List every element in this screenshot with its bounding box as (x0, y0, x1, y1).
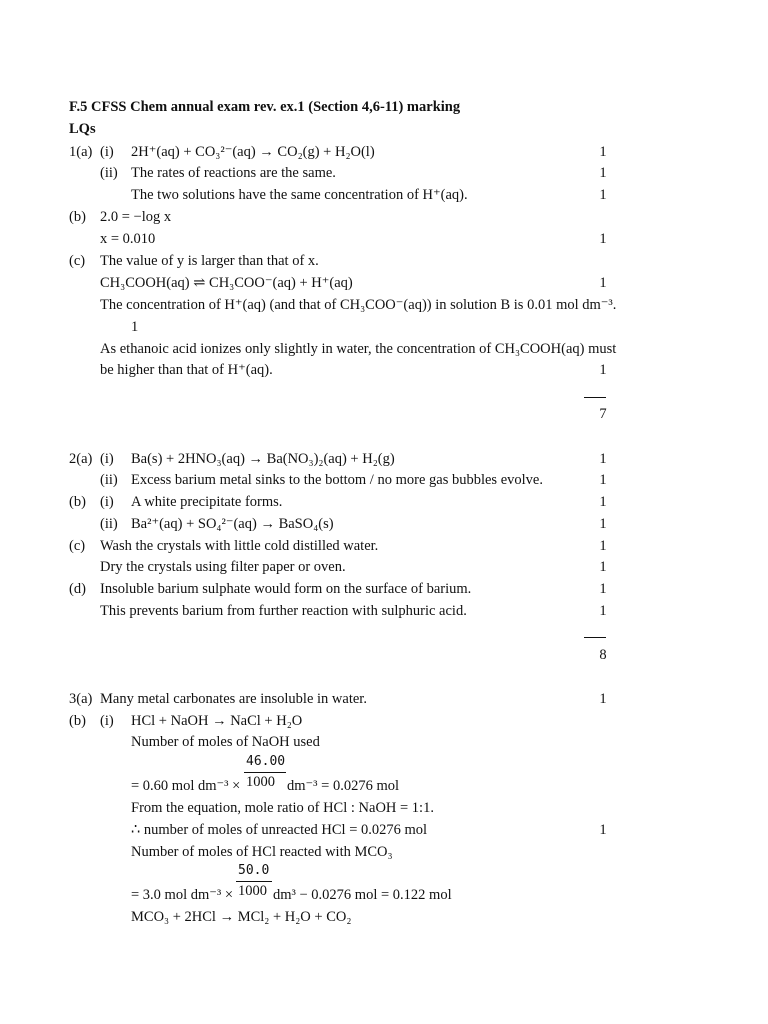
q2a-label: 2(a) (69, 451, 93, 467)
q1c-line1: The value of y is larger than that of x. (100, 253, 319, 269)
q2c-label: (c) (69, 538, 86, 554)
mark: 1 (599, 362, 607, 378)
q1c-label: (c) (69, 253, 86, 269)
q1a-ii-line1: The rates of reactions are the same. (131, 165, 336, 181)
q2b-ii-label: (ii) (100, 516, 118, 532)
q3b-equation: HCl + NaOH → NaCl + H₂O (131, 713, 303, 729)
mark: 1 (599, 144, 607, 160)
mark: 1 (131, 319, 139, 335)
calc2-prefix: = 3.0 mol dm⁻³ × (131, 887, 234, 903)
q3b-line2: Number of moles of NaOH used (131, 734, 320, 750)
q2b-ii-equation: Ba²⁺(aq) + SO₄²⁻(aq) → BaSO₄(s) (131, 516, 334, 532)
q2c-line2: Dry the crystals using filter paper or oven. (100, 559, 346, 575)
q1a-ii-label: (ii) (100, 165, 118, 181)
q1a-label: 1(a) (69, 144, 93, 160)
mark: 1 (599, 603, 607, 619)
q1c-line5: be higher than that of H⁺(aq). (100, 362, 273, 378)
q1b-label: (b) (69, 209, 86, 225)
calc1-suffix: dm⁻³ = 0.0276 mol (287, 778, 400, 794)
mark: 1 (599, 451, 607, 467)
mark: 1 (599, 275, 607, 291)
q2d-label: (d) (69, 581, 86, 597)
q2d-line2: This prevents barium from further reaction with sulphuric acid. (100, 603, 467, 619)
q1-total: 7 (599, 406, 607, 422)
q2a-i-equation: Ba(s) + 2HNO₃(aq) → Ba(NO₃)₂(aq) + H₂(g) (131, 451, 395, 467)
q3b-i-label: (i) (100, 713, 114, 729)
calc2-suffix: dm³ − 0.0276 mol = 0.122 mol (273, 887, 452, 903)
q1a-i-equation: 2H⁺(aq) + CO₃²⁻(aq) → CO₂(g) + H₂O(l) (131, 144, 375, 160)
mark: 1 (599, 559, 607, 575)
q3b-line4: From the equation, mole ratio of HCl : NaOH = 1:1. (131, 800, 434, 816)
q1c-line4: As ethanoic acid ionizes only slightly in water, the concentration of CH₃COOH(aq) must (100, 341, 617, 357)
mark: 1 (599, 187, 607, 203)
q2c-line1: Wash the crystals with little cold distilled water. (100, 538, 379, 554)
q2b-i-label: (i) (100, 494, 114, 510)
mark: 1 (599, 231, 607, 247)
q2a-ii-label: (ii) (100, 472, 118, 488)
q1a-i-label: (i) (100, 144, 114, 160)
q2d-line1: Insoluble barium sulphate would form on the surface of barium. (100, 581, 472, 597)
q1b-line1: 2.0 = −log x (100, 209, 172, 225)
mark: 1 (599, 822, 607, 838)
mark: 1 (599, 472, 607, 488)
mark: 1 (599, 581, 607, 597)
q1c-line3: The concentration of H⁺(aq) (and that of CH₃COO⁻(aq)) in solution B is 0.01 mol dm⁻³. (100, 297, 617, 313)
q1c-equation: CH₃COOH(aq) ⇌ CH₃COO⁻(aq) + H⁺(aq) (100, 275, 353, 291)
mark: 1 (599, 691, 607, 707)
q2-total: 8 (599, 647, 607, 663)
q3a-label: 3(a) (69, 691, 93, 707)
total-rule (584, 637, 606, 638)
q3a-text: Many metal carbonates are insoluble in water. (100, 691, 367, 707)
fraction-denominator: 1000 (238, 883, 267, 899)
q3b-line5: ∴ number of moles of unreacted HCl = 0.0276 mol (131, 822, 428, 838)
fraction-numerator: 50.0 (238, 863, 270, 878)
q1b-line2: x = 0.010 (100, 231, 156, 247)
q2b-label: (b) (69, 494, 86, 510)
fraction-numerator: 46.00 (246, 754, 286, 769)
q2a-i-label: (i) (100, 451, 114, 467)
q3b-equation2: MCO₃ + 2HCl → MCl₂ + H₂O + CO₂ (131, 909, 352, 925)
q1a-ii-line2: The two solutions have the same concentration of H⁺(aq). (131, 187, 468, 203)
total-rule (584, 397, 606, 398)
q3b-label: (b) (69, 713, 86, 729)
q2b-i-text: A white precipitate forms. (131, 494, 283, 510)
page-title: F.5 CFSS Chem annual exam rev. ex.1 (Section 4,6-11) marking (69, 99, 461, 115)
mark: 1 (599, 494, 607, 510)
section-heading: LQs (69, 121, 96, 137)
mark: 1 (599, 516, 607, 532)
mark: 1 (599, 538, 607, 554)
fraction-denominator: 1000 (246, 774, 275, 790)
q3b-line6: Number of moles of HCl reacted with MCO₃ (131, 844, 393, 860)
calc1-prefix: = 0.60 mol dm⁻³ × (131, 778, 241, 794)
mark: 1 (599, 165, 607, 181)
q2a-ii-text: Excess barium metal sinks to the bottom / no more gas bubbles evolve. (131, 472, 543, 488)
